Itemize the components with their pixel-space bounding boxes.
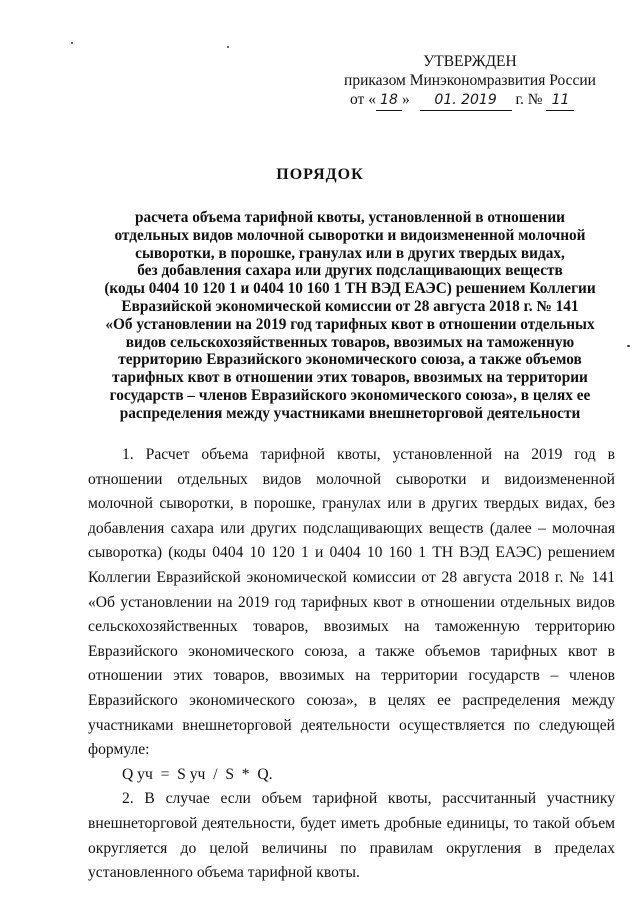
scan-speck [627,345,630,347]
heading-line: государств – членов Евразийского экономического союза», в целях ее [109,386,591,404]
order-date-line [330,90,610,111]
date-prefix: от « [350,91,376,108]
approval-stamp [330,52,610,111]
heading-line: отдельных видов молочной сыворотки и видоизмененной молочной [114,226,586,244]
heading-line: «Об установлении на 2019 год тарифных квот в отношении отдельных [105,315,595,333]
heading-line: сыворотки, в порошке, гранулах или в других твердых видах, [135,244,565,262]
handwritten-day: 18 [376,91,402,111]
heading-line: (коды 0404 10 120 1 и 0404 10 160 1 ТН ВЭД ЕАЭС) решением Коллегии [104,280,596,298]
heading-line: тарифных квот в отношении этих товаров, ввозимых на территории [112,369,588,387]
year-number-label: г. № [515,91,543,108]
heading-line: распределения между участниками внешнеторговой деятельности [119,404,581,422]
heading-line: Евразийской экономической комиссии от 28 августа 2018 г. № 141 [121,297,579,315]
quota-formula: Q уч = S уч / S * Q. [122,765,273,783]
day-suffix: » [401,91,410,108]
heading-line: видов сельскохозяйственных товаров, ввозимых на таможенную [125,333,575,351]
document-body [88,443,615,886]
paragraph-1: 1. Расчет объема тарифной квоты, установленной на 2019 год в отношении отдельных видов молочной сыворотки и видоизмененной молочной сыворотки, в порошке, гранулах или в других твердых видах, без добавления сахара или других подслащивающих веществ (далее – молочная сыворотка) (коды 0404 10 120 1 и 0404 10 160 1 ТН ВЭД ЕАЭС) решением Коллегии Евразийской экономической комиссии от 28 августа 2018 г. № 141 «Об установлении на 2019 год тарифных квот в отношении отдельных видов сельскохозяйственных товаров, ввозимых на таможенную территорию Евразийского экономического союза, а также объемов тарифных квот в отношении этих товаров, ввозимых на территории государств – членов Евразийского экономического союза», в целях ее распределения между участниками внешнеторговой деятельности осуществляется по следующей формуле: [88,446,615,759]
heading-line: расчета объема тарифной квоты, установленной в отношении [135,209,565,226]
handwritten-date: 01. 2019 [420,91,512,111]
paragraph-2: 2. В случае если объем тарифной квоты, рассчитанный участнику внешнеторговой деятельности, будет иметь дробные единицы, то такой объем округляется до целой величины по правилам округления в пределах установленного объема тарифной квоты. [88,790,615,882]
document-title: ПОРЯДОК [276,166,364,183]
scan-speck [227,46,229,48]
scan-speck [71,42,73,44]
approving-order: приказом Минэкономразвития России [344,72,596,89]
approved-label: УТВЕРЖДЕН [423,53,517,70]
document-heading [86,209,614,423]
heading-line: без добавления сахара или других подслащивающих веществ [137,262,563,280]
heading-line: территорию Евразийского экономического союза, а также объемов [118,351,582,369]
handwritten-order-number: 11 [546,91,574,111]
